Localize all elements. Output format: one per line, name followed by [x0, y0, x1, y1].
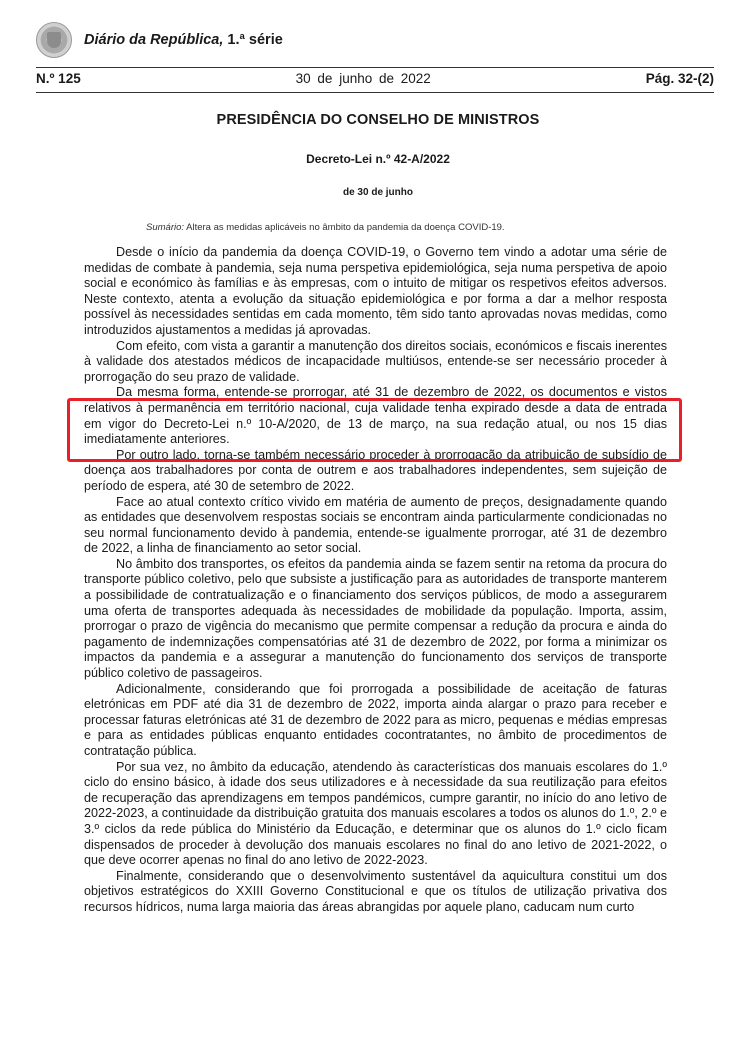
summary-text: Altera as medidas aplicáveis no âmbito da pandemia da doença COVID-19. [184, 222, 505, 233]
journal-title [84, 32, 283, 48]
paragraph-highlighted: Da mesma forma, entende-se prorrogar, até 31 de dezembro de 2022, os documentos e vistos relativos à permanência em território nacional, cuja validade tenha expirado desde a data de entrada em vigor do Decreto-Lei n.º 10-A/2020, de 13 de março, na sua redação atual, ou nos 15 dias imediatamente anteriores. [84, 385, 667, 447]
seal-shield [47, 32, 61, 48]
page-number: Pág. 32-(2) [645, 71, 714, 86]
paragraph: Adicionalmente, considerando que foi prorrogada a possibilidade de aceitação de faturas eletrónicas em PDF até dia 31 de dezembro de 2022, importa ainda alargar o prazo para receber e processar faturas eletrónicas até 31 de dezembro de 2022 para as micro, pequenas e médias empresas e para as entidades públicas enquanto entidades cocontratantes, no âmbito de procedimentos de contratação pública. [84, 681, 667, 758]
paragraph: Por outro lado, torna-se também necessário proceder à prorrogação da atribuição de subsídio de doença aos trabalhadores por conta de outrem e aos trabalhadores independentes, sem sujeição de período de espera, até 30 de setembro de 2022. [84, 447, 667, 493]
paragraph: Finalmente, considerando que o desenvolvimento sustentável da aquicultura constitui um dos objetivos estratégicos do XXIII Governo Constitucional e que os títulos de utilização privativa dos recursos hídricos, numa larga maioria das áreas abrangidas por aquele plano, caducam num curto [84, 868, 667, 914]
issue-date: 30 de junho de 2022 [295, 71, 431, 86]
masthead [36, 22, 283, 58]
journal-title-name: Diário da República, [84, 32, 224, 48]
paragraph: Por sua vez, no âmbito da educação, atendendo às características dos manuais escolares do 1.º ciclo do ensino básico, à idade dos seus utilizadores e à necessidade da sua reutilização para efeitos de recuperação das aprendizagens em tempos pandémicos, cumpre garantir, no início do ano letivo de 2022-2023, a continuidade da distribuição gratuita dos manuais escolares a todos os alunos do 1.º, 2.º e 3.º ciclos da rede pública do Ministério da Educação, e determinar que os alunos do 1.º ciclo ficam dispensados de proceder à devolução dos manuais escolares no final do ano letivo de 2021-2022, o que deve ocorrer apenas no final do ano letivo de 2022-2023. [84, 759, 667, 868]
paragraph: Com efeito, com vista a garantir a manutenção dos direitos sociais, económicos e fiscais inerentes à validade dos atestados médicos de incapacidade multiúsos, entende-se ser necessário proceder à prorrogação do seu prazo de validade. [84, 338, 667, 384]
header-rule-top [36, 67, 714, 68]
organization-heading: PRESIDÊNCIA DO CONSELHO DE MINISTROS [216, 112, 540, 128]
issue-number: N.º 125 [36, 71, 81, 86]
issue-info-row [36, 71, 714, 86]
summary-label: Sumário: [146, 222, 185, 233]
paragraph: No âmbito dos transportes, os efeitos da pandemia ainda se fazem sentir na retoma da procura do transporte público coletivo, pelo que subsiste a justificação para as autoridades de transporte manterem a possibilidade de contratualização e o financiamento dos serviços públicos, de modo a assegurarem uma oferta de transportes adequada às necessidades de mobilidade da população. Importa, assim, prorrogar o prazo de vigência do mecanismo que permite compensar a redução da procura e ainda do pagamento de indemnizações compensatórias até 31 de dezembro de 2022, por forma a minimizar os impactos da pandemia e a assegurar a manutenção do funcionamento dos serviços de transporte público coletivo de passageiros. [84, 556, 667, 681]
paragraph: Face ao atual contexto crítico vivido em matéria de aumento de preços, designadamente quando as entidades que desenvolvem respostas sociais se encontram ainda particularmente condicionadas no seu normal funcionamento devido à pandemia, entende-se igualmente prorrogar, até 31 de dezembro de 2022, a linha de financiamento ao setor social. [84, 494, 667, 556]
journal-series: 1.ª série [223, 32, 283, 48]
header-rule-bottom [36, 92, 714, 93]
republic-seal-icon [36, 22, 72, 58]
decree-title: Decreto-Lei n.º 42-A/2022 [306, 152, 450, 166]
decree-body [84, 245, 667, 916]
paragraph: Desde o início da pandemia da doença COVID-19, o Governo tem vindo a adotar uma série de medidas de combate à pandemia, seja numa perspetiva epidemiológica, seja numa perspetiva de apoio social e económico às famílias e às empresas, com o intuito de mitigar os respetivos efeitos adversos. Neste contexto, atenta a evolução da situação epidemiológica e por forma a dar a melhor resposta possível às necessidades sentidas em cada momento, têm sido tanto aprovadas novas medidas, como introduzidos ajustamentos a medidas já aprovadas. [84, 245, 667, 337]
summary [146, 222, 505, 233]
decree-date: de 30 de junho [342, 187, 413, 198]
